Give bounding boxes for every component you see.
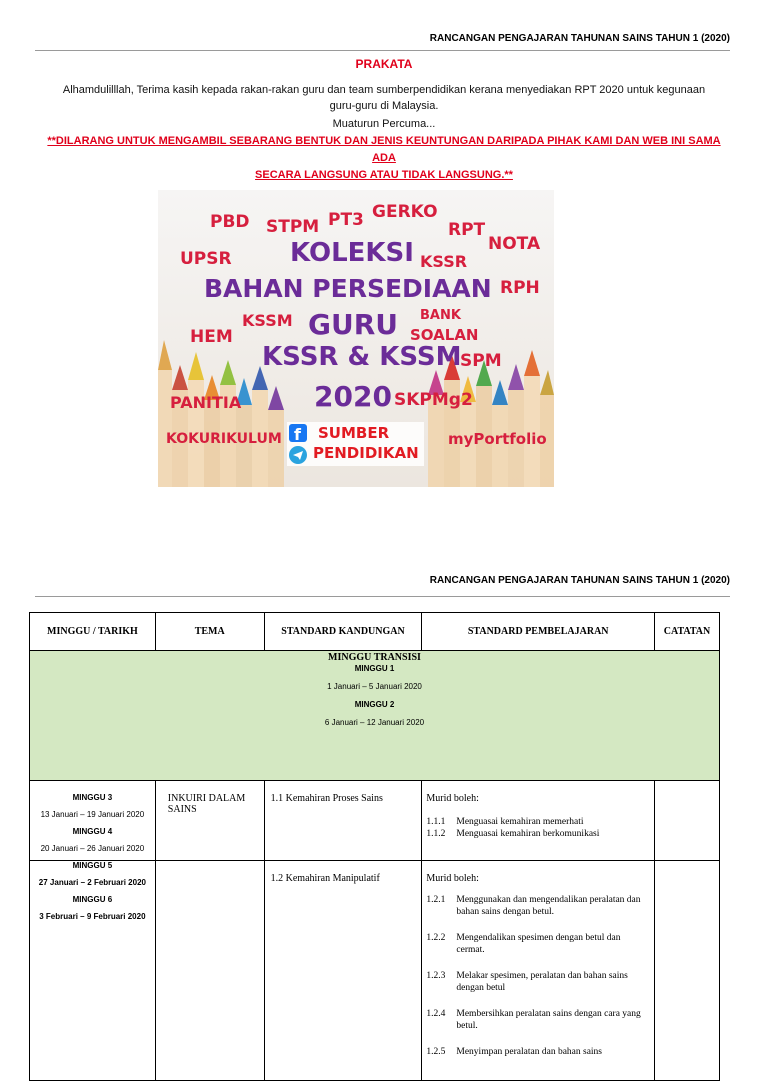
- rpt-table: [29, 612, 720, 1081]
- cell-standard-kandungan: [264, 861, 422, 1081]
- word-rph: RPH: [500, 278, 540, 298]
- word-kssm: KSSM: [242, 311, 293, 330]
- headline-kssr-kssm: KSSR & KSSM: [262, 342, 462, 372]
- table-header-row: [30, 613, 720, 651]
- cell-minggu: [30, 781, 156, 861]
- header-divider: [35, 50, 730, 51]
- svg-text:f: f: [294, 425, 301, 444]
- transisi-w1: MINGGU 1: [354, 664, 395, 673]
- word-stpm: STPM: [266, 217, 320, 237]
- sp-item: 1.2.3 Melakar spesimen, peralatan dan bahan sains dengan betul: [426, 971, 628, 993]
- sp-item: 1.2.4 Membersihkan peralatan sains dengan cara yang betul.: [426, 1009, 641, 1031]
- warning-line-2: SECARA LANGSUNG ATAU TIDAK LANGSUNG.**: [255, 169, 513, 181]
- col-header-standard-kandungan: STANDARD KANDUNGAN: [264, 613, 422, 651]
- logo-text-pendidikan: PENDIDIKAN: [313, 444, 419, 462]
- cell-minggu: [30, 861, 156, 1081]
- word-pt3: PT3: [328, 210, 364, 230]
- word-panitia: PANITIA: [170, 393, 242, 412]
- prakata-title: PRAKATA: [355, 57, 413, 71]
- header-divider-2: [35, 596, 730, 597]
- cell-catatan: [655, 781, 720, 861]
- col-header-minggu: MINGGU / TARIKH: [30, 613, 156, 651]
- transisi-w2-date: 6 Januari – 12 Januari 2020: [324, 718, 425, 727]
- word-soalan: SOALAN: [410, 326, 479, 344]
- tema-text: INKUIRI DALAM SAINS: [167, 793, 246, 815]
- prakata-intro: [35, 82, 733, 132]
- transisi-w1-date: 1 Januari – 5 Januari 2020: [327, 682, 422, 691]
- cell-tema: [155, 861, 264, 1081]
- word-myportfolio: myPortfolio: [448, 430, 547, 448]
- sk-text: 1.1 Kemahiran Proses Sains: [270, 793, 383, 804]
- cell-tema: [155, 781, 264, 861]
- week-date: 3 Februari – 9 Februari 2020: [39, 912, 146, 921]
- week-date: 20 Januari – 26 Januari 2020: [40, 844, 145, 853]
- headline-guru: GURU: [308, 308, 399, 341]
- prakata-warning: [35, 133, 733, 184]
- col-header-standard-pembelajaran: STANDARD PEMBELAJARAN: [422, 613, 655, 651]
- week-label: MINGGU 6: [72, 895, 113, 904]
- col-header-catatan: CATATAN: [655, 613, 720, 651]
- week-label: MINGGU 3: [72, 793, 113, 802]
- week-date: 13 Januari – 19 Januari 2020: [40, 810, 145, 819]
- word-gerko: GERKO: [372, 202, 438, 222]
- sk-text: 1.2 Kemahiran Manipulatif: [270, 873, 380, 884]
- word-rpt: RPT: [448, 220, 486, 240]
- page-header: RANCANGAN PENGAJARAN TAHUNAN SAINS TAHUN 1 (2020): [429, 33, 730, 44]
- word-upsr: UPSR: [180, 249, 232, 269]
- word-kokurikulum: KOKURIKULUM: [166, 431, 282, 447]
- transisi-title: MINGGU TRANSISI: [328, 652, 421, 663]
- headline-koleksi: KOLEKSI: [290, 238, 414, 268]
- word-bank: BANK: [420, 308, 461, 323]
- sp-item: 1.2.5 Menyimpan peralatan dan bahan sains: [426, 1047, 603, 1057]
- banner-image: [158, 190, 554, 487]
- word-spm: SPM: [460, 351, 502, 371]
- transisi-cell: [30, 651, 720, 781]
- sp-item: 1.1.1 Menguasai kemahiran memerhati: [426, 817, 584, 827]
- murid-boleh: Murid boleh:: [426, 793, 479, 804]
- headline-bahan-persediaan: BAHAN PERSEDIAAN: [204, 274, 492, 303]
- week-label: MINGGU 5: [72, 861, 113, 870]
- col-header-tema: TEMA: [155, 613, 264, 651]
- murid-boleh: Murid boleh:: [426, 873, 479, 884]
- sp-item: 1.2.2 Mengendalikan spesimen dengan betul dan cermat.: [426, 933, 621, 955]
- week-date: 27 Januari – 2 Februari 2020: [38, 878, 146, 887]
- transisi-w2: MINGGU 2: [354, 700, 395, 709]
- word-hem: HEM: [190, 327, 233, 347]
- page-header-2: RANCANGAN PENGAJARAN TAHUNAN SAINS TAHUN 1 (2020): [429, 575, 730, 586]
- cell-standard-kandungan: [264, 781, 422, 861]
- word-pbd: PBD: [210, 212, 250, 232]
- intro-line-3: Muaturun Percuma...: [332, 118, 436, 130]
- sp-item: 1.2.1 Menggunakan dan mengendalikan peralatan dan bahan sains dengan betul.: [426, 895, 641, 917]
- table-row: [30, 781, 720, 861]
- table-row-transisi: [30, 651, 720, 781]
- warning-line-1: **DILARANG UNTUK MENGAMBIL SEBARANG BENTUK DAN JENIS KEUNTUNGAN DARIPADA PIHAK KAMI DAN WEB INI SAMA ADA: [47, 135, 721, 164]
- week-label: MINGGU 4: [72, 827, 113, 836]
- intro-line-2: guru-guru di Malaysia.: [329, 100, 439, 112]
- word-skpmg2: SKPMg2: [394, 390, 473, 410]
- cell-catatan: [655, 861, 720, 1081]
- intro-line-1: Alhamdulilllah, Terima kasih kepada rakan-rakan guru dan team sumberpendidikan kerana menyediakan RPT 2020 untuk kegunaan: [62, 84, 706, 96]
- logo-text-sumber: SUMBER: [318, 424, 390, 442]
- word-kssr: KSSR: [420, 252, 468, 271]
- word-nota: NOTA: [488, 234, 541, 254]
- sp-item: 1.1.2 Menguasai kemahiran berkomunikasi: [426, 829, 600, 839]
- cell-standard-pembelajaran: [422, 781, 655, 861]
- cell-standard-pembelajaran: [422, 861, 655, 1081]
- table-row: [30, 861, 720, 1081]
- headline-2020: 2020: [314, 380, 392, 413]
